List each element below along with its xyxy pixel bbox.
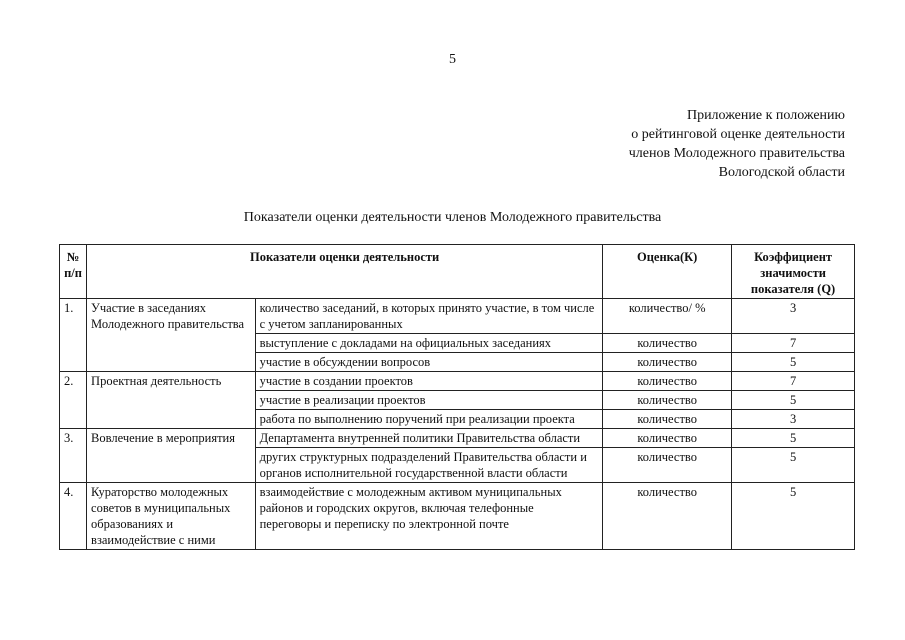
row-coefficient: 7 bbox=[732, 334, 855, 353]
row-number: 3. bbox=[60, 429, 87, 483]
document-title: Показатели оценки деятельности членов Молодежного правительства bbox=[243, 210, 662, 225]
row-score: количество bbox=[603, 483, 732, 550]
row-score: количество bbox=[603, 334, 732, 353]
table-row bbox=[60, 483, 855, 550]
row-indicator: участие в реализации проектов bbox=[255, 391, 603, 410]
page-number: 5 bbox=[449, 52, 456, 67]
row-indicator: участие в создании проектов bbox=[255, 372, 603, 391]
row-coefficient: 5 bbox=[732, 483, 855, 550]
row-number: 1. bbox=[60, 299, 87, 372]
row-coefficient: 5 bbox=[732, 429, 855, 448]
row-category: Вовлечение в мероприятия bbox=[87, 429, 256, 483]
table-body bbox=[60, 299, 855, 550]
row-score: количество bbox=[603, 410, 732, 429]
row-category: Кураторство молодежных советов в муниципальных образованиях и взаимодействие с ними bbox=[87, 483, 256, 550]
ratings-table bbox=[59, 244, 855, 550]
appendix-line: Вологодской области bbox=[718, 165, 845, 180]
row-indicator: Департамента внутренней политики Правительства области bbox=[255, 429, 603, 448]
row-score: количество bbox=[603, 429, 732, 448]
row-indicator: работа по выполнению поручений при реализации проекта bbox=[255, 410, 603, 429]
row-coefficient: 5 bbox=[732, 391, 855, 410]
row-indicator: участие в обсуждении вопросов bbox=[255, 353, 603, 372]
row-indicator: других структурных подразделений Правительства области и органов исполнительной государственной власти области bbox=[255, 448, 603, 483]
table-row bbox=[60, 429, 855, 448]
row-coefficient: 3 bbox=[732, 299, 855, 334]
table-row bbox=[60, 372, 855, 391]
row-indicator: количество заседаний, в которых принято участие, в том числе с учетом запланированных bbox=[255, 299, 603, 334]
row-number: 4. bbox=[60, 483, 87, 550]
row-category: Проектная деятельность bbox=[87, 372, 256, 429]
row-score: количество bbox=[603, 372, 732, 391]
appendix-line: членов Молодежного правительства bbox=[628, 146, 845, 161]
row-score: количество bbox=[603, 353, 732, 372]
appendix-line: Приложение к положению bbox=[686, 108, 845, 123]
row-score: количество bbox=[603, 391, 732, 410]
header-indicators: Показатели оценки деятельности bbox=[87, 245, 603, 299]
table-header-row bbox=[60, 245, 855, 299]
header-coefficient: Коэффициент значимости показателя (Q) bbox=[732, 245, 855, 299]
header-score: Оценка(К) bbox=[603, 245, 732, 299]
row-coefficient: 5 bbox=[732, 448, 855, 483]
row-score: количество bbox=[603, 448, 732, 483]
row-category: Участие в заседаниях Молодежного правительства bbox=[87, 299, 256, 372]
row-coefficient: 7 bbox=[732, 372, 855, 391]
appendix-line: о рейтинговой оценке деятельности bbox=[631, 127, 845, 142]
row-coefficient: 3 bbox=[732, 410, 855, 429]
row-indicator: выступление с докладами на официальных заседаниях bbox=[255, 334, 603, 353]
row-number: 2. bbox=[60, 372, 87, 429]
appendix-note bbox=[629, 106, 845, 182]
row-indicator: взаимодействие с молодежным активом муниципальных районов и городских округов, включая телефонные переговоры и переписку по электронной почте bbox=[255, 483, 603, 550]
table-row bbox=[60, 299, 855, 334]
header-number: № п/п bbox=[60, 245, 87, 299]
row-coefficient: 5 bbox=[732, 353, 855, 372]
row-score: количество/ % bbox=[603, 299, 732, 334]
